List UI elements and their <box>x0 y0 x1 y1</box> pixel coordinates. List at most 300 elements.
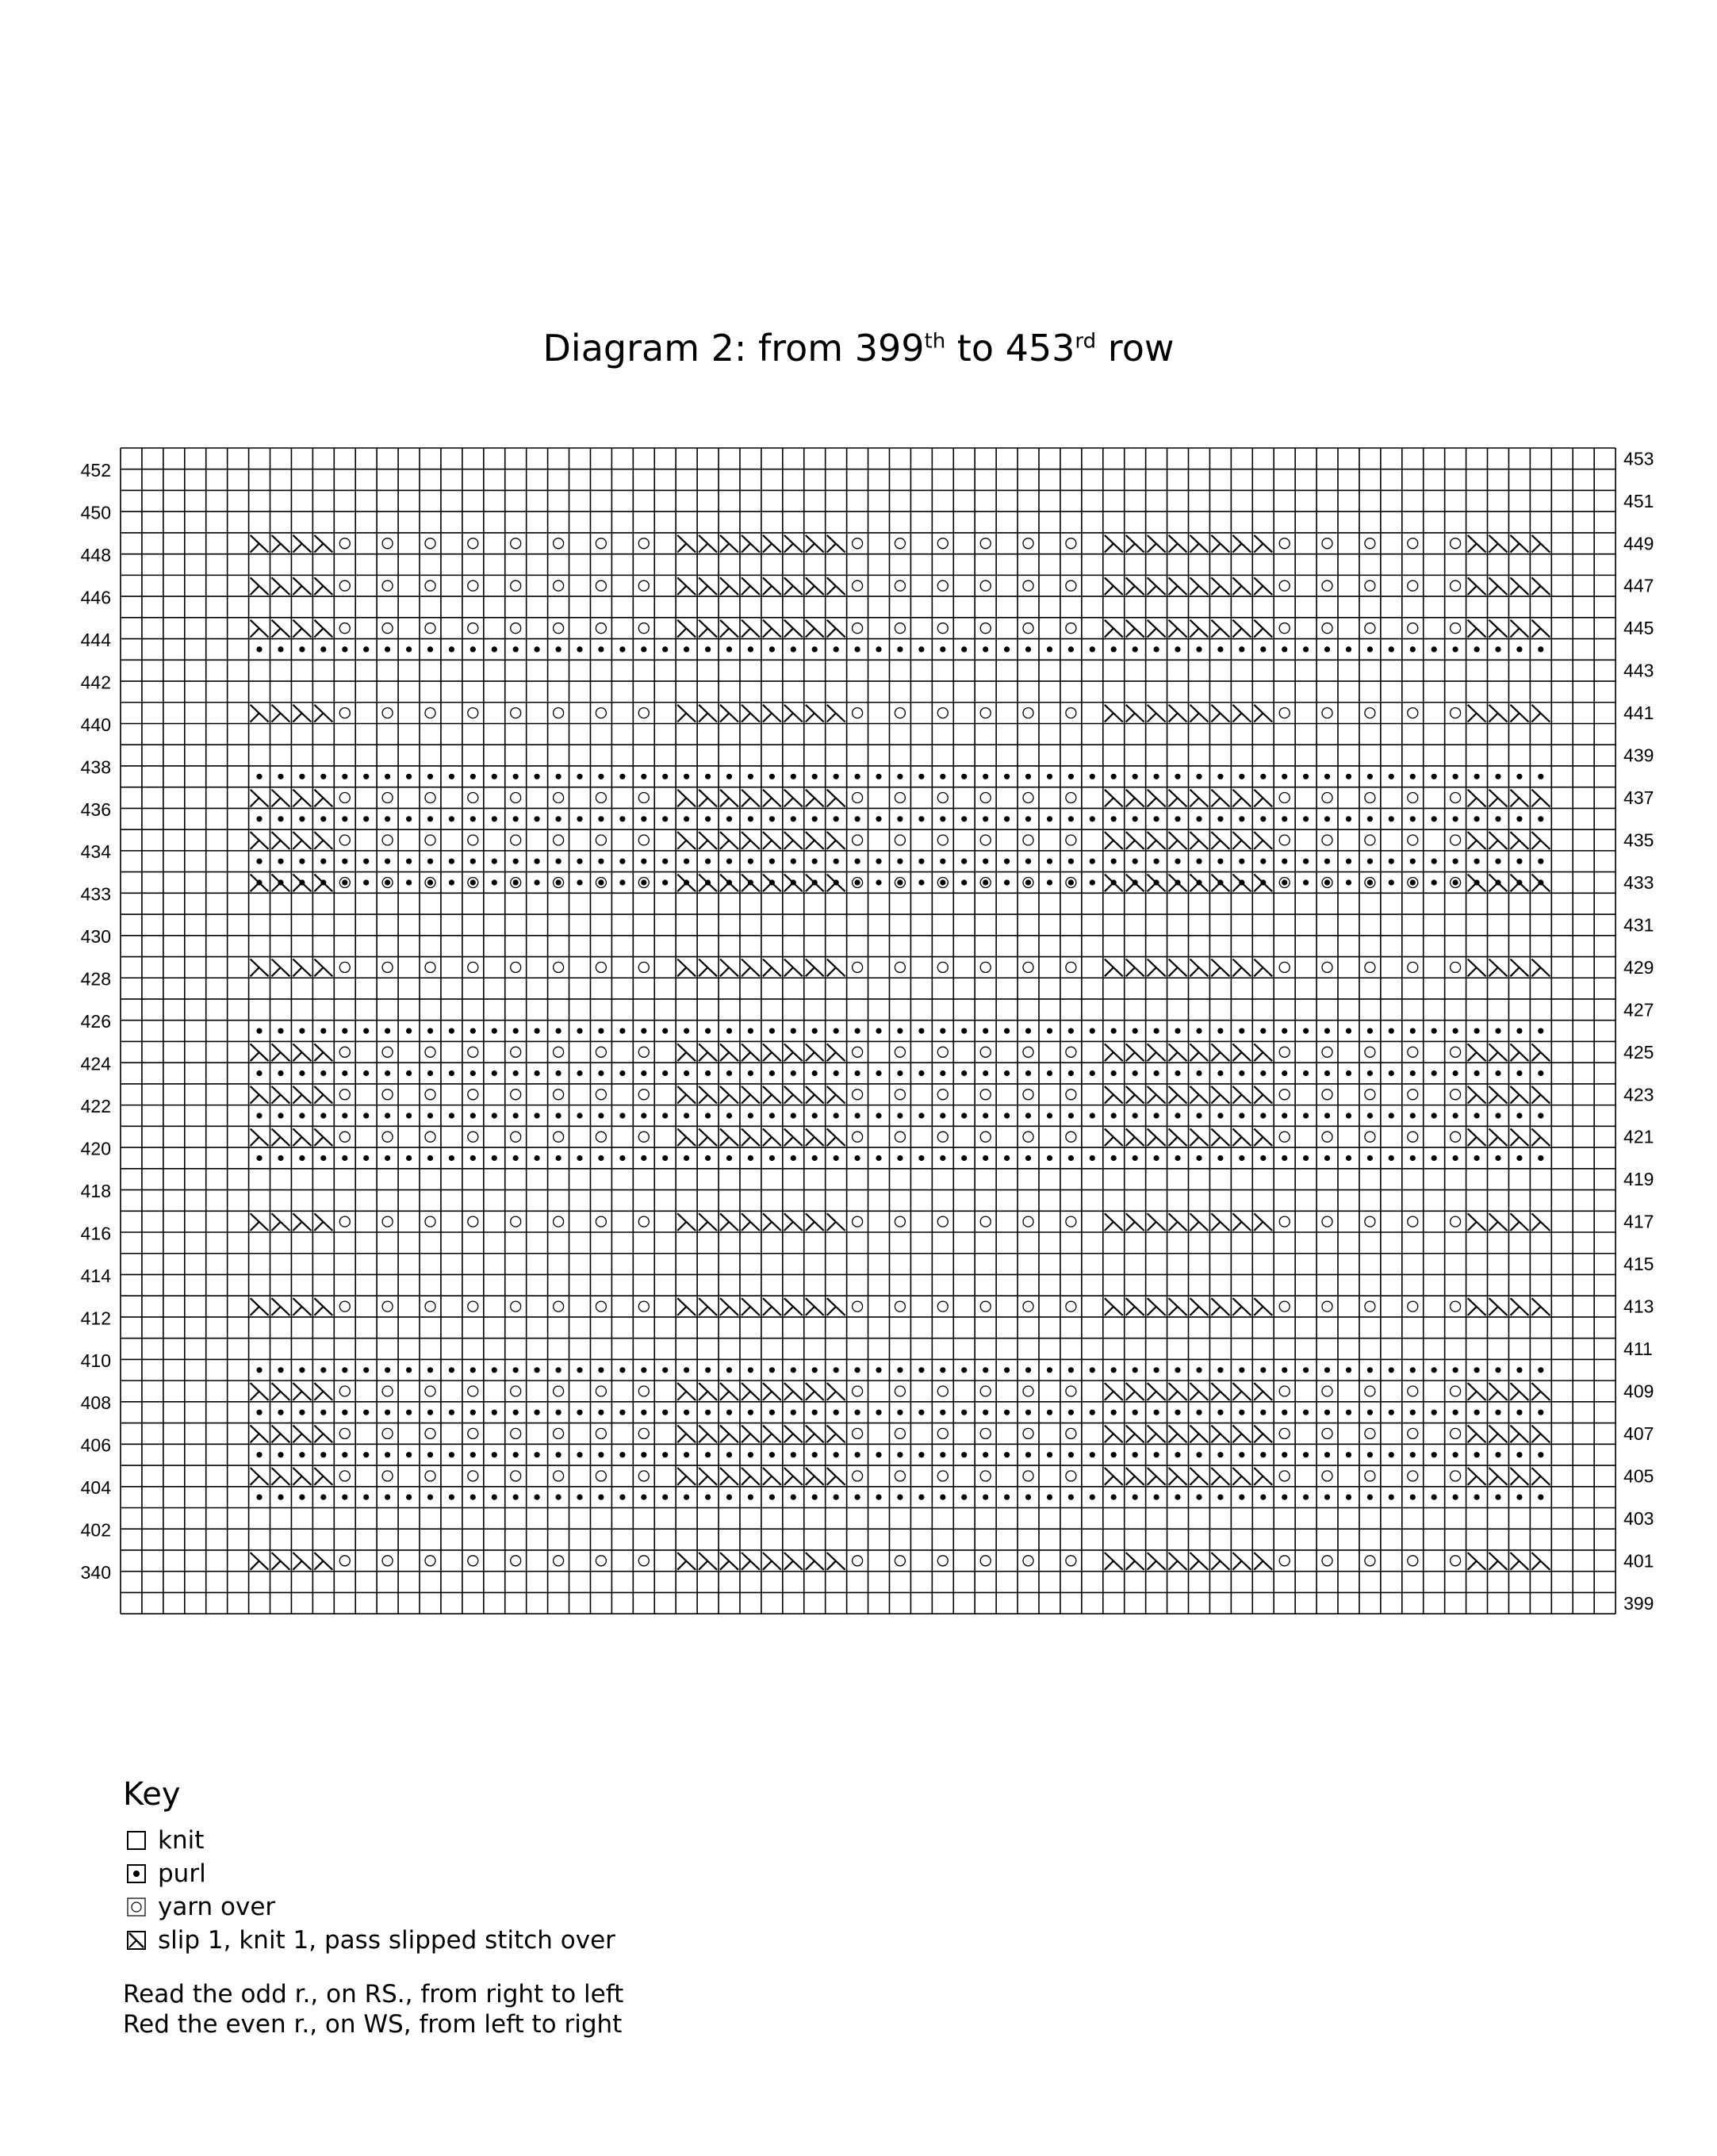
purl-mark <box>726 1155 732 1161</box>
yo-mark <box>1023 1089 1033 1100</box>
row-label-left: 428 <box>80 968 111 990</box>
yo-mark <box>1023 962 1033 972</box>
purl-mark <box>641 1028 646 1034</box>
purl-mark <box>256 816 262 821</box>
purl-mark <box>791 1070 796 1076</box>
row-label-right: 405 <box>1623 1465 1654 1487</box>
skp-mark <box>272 620 290 638</box>
yo-mark <box>937 538 948 549</box>
yo-mark <box>425 580 435 591</box>
purl-mark <box>619 1495 625 1500</box>
yo-mark <box>937 1216 948 1227</box>
skp-mark <box>293 1383 311 1400</box>
purl-mark <box>1282 816 1287 821</box>
purl-mark <box>1154 1070 1159 1076</box>
skp-mark <box>1169 1128 1187 1146</box>
purl-mark <box>791 859 796 864</box>
purl-mark <box>1324 1410 1330 1415</box>
skp-mark <box>1254 1426 1272 1443</box>
purl-mark <box>918 1112 924 1118</box>
purl-mark <box>1133 1070 1138 1076</box>
skp-mark <box>272 1383 290 1400</box>
skp-mark <box>1126 1298 1144 1315</box>
purl-mark <box>897 1452 903 1457</box>
purl-mark <box>1474 774 1480 779</box>
purl-mark <box>1303 1410 1309 1415</box>
yo-mark <box>382 793 393 803</box>
purl-mark <box>748 646 753 652</box>
yo-mark <box>382 1047 393 1057</box>
purl-mark <box>1239 816 1244 821</box>
purl-mark <box>1004 816 1010 821</box>
purl-mark <box>1111 879 1117 885</box>
purl-mark <box>1324 1028 1330 1034</box>
skp-mark <box>677 1128 696 1146</box>
yo-mark <box>1365 708 1375 718</box>
purl-mark <box>1324 646 1330 652</box>
purl-mark <box>1474 859 1480 864</box>
purl-mark <box>641 1410 646 1415</box>
purl-mark <box>1346 1155 1351 1161</box>
purl-mark <box>385 1452 390 1457</box>
purl-mark <box>662 1112 668 1118</box>
purl-mark <box>492 1028 497 1034</box>
purl-mark <box>983 1495 988 1500</box>
skp-mark <box>1148 959 1166 977</box>
skp-mark <box>1126 1468 1144 1485</box>
skp-mark <box>720 1553 738 1570</box>
purl-mark <box>1389 1367 1394 1373</box>
purl-mark <box>577 879 582 885</box>
skp-mark <box>1211 535 1229 553</box>
purl-mark <box>598 1410 604 1415</box>
purl-mark <box>983 816 988 821</box>
skp-mark <box>251 1383 269 1400</box>
yo-mark <box>425 793 435 803</box>
purl-mark <box>1239 1070 1244 1076</box>
yo-mark <box>937 1471 948 1481</box>
yo-mark <box>1322 1428 1332 1438</box>
purl-mark <box>320 1452 326 1457</box>
yo-mark <box>382 1428 393 1438</box>
purl-mark <box>363 774 369 779</box>
purl-mark <box>535 859 540 864</box>
skp-mark <box>1531 1213 1550 1231</box>
yo-mark <box>468 1386 478 1396</box>
purl-mark <box>918 1495 924 1500</box>
yo-mark <box>1279 835 1290 845</box>
skp-mark <box>1254 959 1272 977</box>
purl-mark <box>705 1070 711 1076</box>
purl-mark <box>1047 859 1052 864</box>
yo-mark <box>853 1428 863 1438</box>
skp-mark <box>1148 1468 1166 1485</box>
yo-mark <box>853 1089 863 1100</box>
yo-mark <box>1451 793 1461 803</box>
row-label-right: 451 <box>1623 490 1654 511</box>
row-label-left: 416 <box>80 1223 111 1244</box>
purl-mark <box>1410 1112 1416 1118</box>
skp-mark <box>784 1213 803 1231</box>
purl-mark <box>1047 879 1052 885</box>
purl-mark <box>1324 774 1330 779</box>
purl-mark <box>662 774 668 779</box>
yo-mark <box>511 1428 521 1438</box>
purl-mark <box>940 646 945 652</box>
yo-mark <box>425 1301 435 1312</box>
yo-mark <box>468 1047 478 1057</box>
skp-mark <box>784 1298 803 1315</box>
purl-mark <box>1154 816 1159 821</box>
purl-mark <box>470 646 476 652</box>
purl-mark <box>791 1155 796 1161</box>
purl-mark <box>1154 1410 1159 1415</box>
purl-mark <box>320 1410 326 1415</box>
yo-mark <box>339 708 350 718</box>
purl-mark <box>427 879 433 885</box>
purl-mark <box>1068 879 1074 885</box>
purl-mark <box>1047 646 1052 652</box>
skp-mark <box>1468 832 1486 849</box>
skp-mark <box>1531 1128 1550 1146</box>
yo-mark <box>382 1216 393 1227</box>
purl-mark <box>855 1070 860 1076</box>
yo-mark <box>468 580 478 591</box>
purl-mark <box>513 1112 519 1118</box>
yo-mark <box>1066 1428 1076 1438</box>
purl-mark <box>769 1070 775 1076</box>
purl-mark <box>1516 879 1522 885</box>
purl-mark <box>1154 859 1159 864</box>
skp-mark <box>827 705 845 722</box>
yo-mark <box>638 1132 649 1142</box>
purl-mark <box>1175 1155 1180 1161</box>
purl-mark <box>1047 1367 1052 1373</box>
skp-mark <box>720 832 738 849</box>
purl-mark <box>1516 816 1522 821</box>
yo-mark <box>1322 708 1332 718</box>
row-label-left: 426 <box>80 1011 111 1032</box>
purl-mark <box>1047 816 1052 821</box>
skp-mark <box>763 832 781 849</box>
purl-mark <box>535 1410 540 1415</box>
skp-mark <box>1232 577 1251 595</box>
purl-mark <box>278 816 283 821</box>
purl-mark <box>705 1367 711 1373</box>
yo-mark <box>895 1386 905 1396</box>
purl-mark <box>641 859 646 864</box>
purl-mark <box>684 879 689 885</box>
yo-mark <box>1408 1089 1418 1100</box>
purl-mark <box>1495 816 1500 821</box>
purl-mark <box>1495 859 1500 864</box>
purl-mark <box>385 1070 390 1076</box>
purl-mark <box>1282 1367 1287 1373</box>
purl-mark <box>918 1028 924 1034</box>
purl-mark <box>470 1112 476 1118</box>
skp-mark <box>827 790 845 807</box>
purl-mark <box>726 1070 732 1076</box>
yo-mark <box>511 1301 521 1312</box>
skp-mark <box>1232 1298 1251 1315</box>
purl-mark <box>1068 1495 1074 1500</box>
purl-mark <box>1389 1410 1394 1415</box>
skp-mark <box>1211 1426 1229 1443</box>
purl-mark <box>662 1410 668 1415</box>
row-label-right: 427 <box>1623 999 1654 1021</box>
row-label-right: 445 <box>1623 618 1654 639</box>
yo-mark <box>937 623 948 634</box>
skp-mark <box>272 832 290 849</box>
purl-mark <box>1410 1028 1416 1034</box>
yo-mark <box>468 623 478 634</box>
skp-mark <box>1126 535 1144 553</box>
skp-mark <box>1489 1213 1508 1231</box>
purl-mark <box>320 1495 326 1500</box>
purl-mark <box>1047 1410 1052 1415</box>
row-label-left: 422 <box>80 1096 111 1116</box>
purl-mark <box>1090 816 1095 821</box>
purl-mark <box>278 1452 283 1457</box>
yo-mark <box>853 1386 863 1396</box>
purl-mark <box>876 1452 881 1457</box>
purl-mark <box>299 1155 305 1161</box>
purl-mark <box>427 859 433 864</box>
purl-mark <box>1025 859 1031 864</box>
yo-mark <box>638 538 649 549</box>
purl-mark <box>983 1367 988 1373</box>
purl-mark <box>1217 1028 1223 1034</box>
purl-mark <box>1025 1452 1031 1457</box>
skp-mark <box>699 1213 717 1231</box>
purl-mark <box>1175 1452 1180 1457</box>
purl-mark <box>1068 1155 1074 1161</box>
purl-mark <box>535 1028 540 1034</box>
key-item-purl: purl <box>123 1857 615 1890</box>
yo-mark <box>1451 1132 1461 1142</box>
purl-mark <box>1133 1112 1138 1118</box>
purl-mark <box>1175 1028 1180 1034</box>
purl-mark <box>1068 1410 1074 1415</box>
skp-mark <box>1126 1086 1144 1104</box>
skp-mark <box>784 1383 803 1400</box>
skp-mark <box>827 959 845 977</box>
yo-mark <box>1408 580 1418 591</box>
yo-mark <box>382 1301 393 1312</box>
purl-mark <box>556 879 561 885</box>
skp-mark <box>1105 1553 1123 1570</box>
purl-mark <box>449 1028 454 1034</box>
purl-mark <box>1538 1112 1543 1118</box>
purl-mark <box>1516 1452 1522 1457</box>
skp-mark <box>251 1426 269 1443</box>
purl-mark <box>855 816 860 821</box>
purl-mark <box>577 646 582 652</box>
yo-mark <box>511 1556 521 1566</box>
yo-mark <box>1365 1386 1375 1396</box>
purl-mark <box>812 879 818 885</box>
yo-mark <box>1451 1301 1461 1312</box>
purl-mark <box>1538 1452 1543 1457</box>
yo-mark <box>425 623 435 634</box>
purl-mark <box>812 774 818 779</box>
yo-mark <box>980 538 991 549</box>
purl-mark <box>513 1495 519 1500</box>
purl-mark <box>1111 859 1117 864</box>
yo-mark <box>638 1089 649 1100</box>
skp-mark <box>293 959 311 977</box>
yo-mark <box>596 1386 606 1396</box>
purl-mark <box>726 1410 732 1415</box>
yo-mark <box>638 623 649 634</box>
purl-mark <box>1282 774 1287 779</box>
purl-mark <box>812 1452 818 1457</box>
skp-mark <box>272 1553 290 1570</box>
purl-mark <box>1346 1112 1351 1118</box>
yo-mark <box>511 1089 521 1100</box>
yo-mark <box>425 1386 435 1396</box>
purl-mark <box>1474 816 1480 821</box>
purl-mark <box>684 1028 689 1034</box>
skp-mark <box>763 1383 781 1400</box>
purl-mark <box>1133 879 1138 885</box>
purl-mark <box>1474 1155 1480 1161</box>
purl-mark <box>1196 816 1202 821</box>
skp-mark <box>720 1086 738 1104</box>
skp-mark <box>1489 1468 1508 1485</box>
yo-mark <box>1066 1301 1076 1312</box>
purl-mark <box>598 879 604 885</box>
purl-mark <box>897 1410 903 1415</box>
purl-mark <box>320 1367 326 1373</box>
yo-mark <box>853 1047 863 1057</box>
yo-mark <box>895 1216 905 1227</box>
yo-mark <box>1066 835 1076 845</box>
purl-mark <box>406 774 412 779</box>
skp-mark <box>272 1298 290 1315</box>
yo-mark <box>937 1556 948 1566</box>
purl-mark <box>577 1070 582 1076</box>
yo-mark <box>1023 1428 1033 1438</box>
purl-mark <box>470 1410 476 1415</box>
purl-mark <box>1516 1367 1522 1373</box>
yo-mark <box>1066 1089 1076 1100</box>
yo-mark <box>1066 793 1076 803</box>
yo-mark <box>1279 708 1290 718</box>
yo-mark <box>937 835 948 845</box>
purl-mark <box>342 1410 347 1415</box>
purl-mark <box>812 859 818 864</box>
purl-mark <box>726 1112 732 1118</box>
skp-mark <box>1211 1128 1229 1146</box>
yo-mark <box>638 1428 649 1438</box>
skp-mark <box>1169 1086 1187 1104</box>
purl-mark <box>427 1410 433 1415</box>
purl-mark <box>1303 1112 1309 1118</box>
purl-mark <box>876 774 881 779</box>
purl-mark <box>256 774 262 779</box>
purl-mark <box>427 1070 433 1076</box>
purl-mark <box>1324 859 1330 864</box>
purl-mark <box>299 1410 305 1415</box>
skp-mark <box>784 1468 803 1485</box>
skp-mark <box>1126 790 1144 807</box>
yo-mark <box>1279 623 1290 634</box>
skp-mark <box>1211 790 1229 807</box>
purl-mark <box>1239 1367 1244 1373</box>
yo-mark <box>554 1132 564 1142</box>
purl-mark <box>1453 1028 1458 1034</box>
skp-mark <box>293 1086 311 1104</box>
yo-mark <box>937 1089 948 1100</box>
yo-mark <box>1365 580 1375 591</box>
purl-mark <box>556 1155 561 1161</box>
row-label-right: 449 <box>1623 533 1654 554</box>
purl-mark <box>278 1112 283 1118</box>
skp-mark <box>1489 620 1508 638</box>
yo-mark <box>853 793 863 803</box>
skp-mark <box>1105 1213 1123 1231</box>
purl-mark <box>1538 774 1543 779</box>
purl-mark <box>897 1112 903 1118</box>
purl-mark <box>598 646 604 652</box>
purl-mark <box>961 859 967 864</box>
purl-mark <box>641 879 646 885</box>
row-label-right: 407 <box>1623 1423 1654 1444</box>
purl-mark <box>662 1495 668 1500</box>
purl-mark <box>1474 1495 1480 1500</box>
purl-mark <box>1495 1410 1500 1415</box>
purl-mark <box>513 1028 519 1034</box>
purl-mark <box>1431 1070 1437 1076</box>
purl-mark <box>684 646 689 652</box>
skp-mark <box>1211 705 1229 722</box>
purl-mark <box>983 1452 988 1457</box>
purl-mark <box>1453 816 1458 821</box>
yo-mark <box>853 1216 863 1227</box>
yo-mark <box>1066 1386 1076 1396</box>
yo-mark <box>511 1132 521 1142</box>
yo-mark <box>980 1089 991 1100</box>
yo-mark <box>1408 1301 1418 1312</box>
purl-mark <box>1217 879 1223 885</box>
skp-mark <box>1511 1468 1529 1485</box>
skp-mark <box>314 620 332 638</box>
skp-mark <box>1489 959 1508 977</box>
yo-mark <box>339 1301 350 1312</box>
purl-mark <box>320 879 326 885</box>
purl-mark <box>406 1495 412 1500</box>
purl-mark <box>1303 1155 1309 1161</box>
yo-mark <box>937 1132 948 1142</box>
skp-mark <box>1211 1553 1229 1570</box>
yo-mark <box>980 1047 991 1057</box>
skp-mark <box>806 705 824 722</box>
yo-mark <box>638 1216 649 1227</box>
purl-mark <box>1495 1155 1500 1161</box>
purl-mark <box>876 646 881 652</box>
purl-mark <box>385 774 390 779</box>
purl-mark <box>1389 1112 1394 1118</box>
skp-mark <box>251 1553 269 1570</box>
yo-mark <box>1408 1386 1418 1396</box>
purl-mark <box>726 646 732 652</box>
purl-mark <box>1154 646 1159 652</box>
purl-mark <box>961 1367 967 1373</box>
yo-mark <box>468 1216 478 1227</box>
purl-mark <box>918 816 924 821</box>
purl-mark <box>748 1070 753 1076</box>
